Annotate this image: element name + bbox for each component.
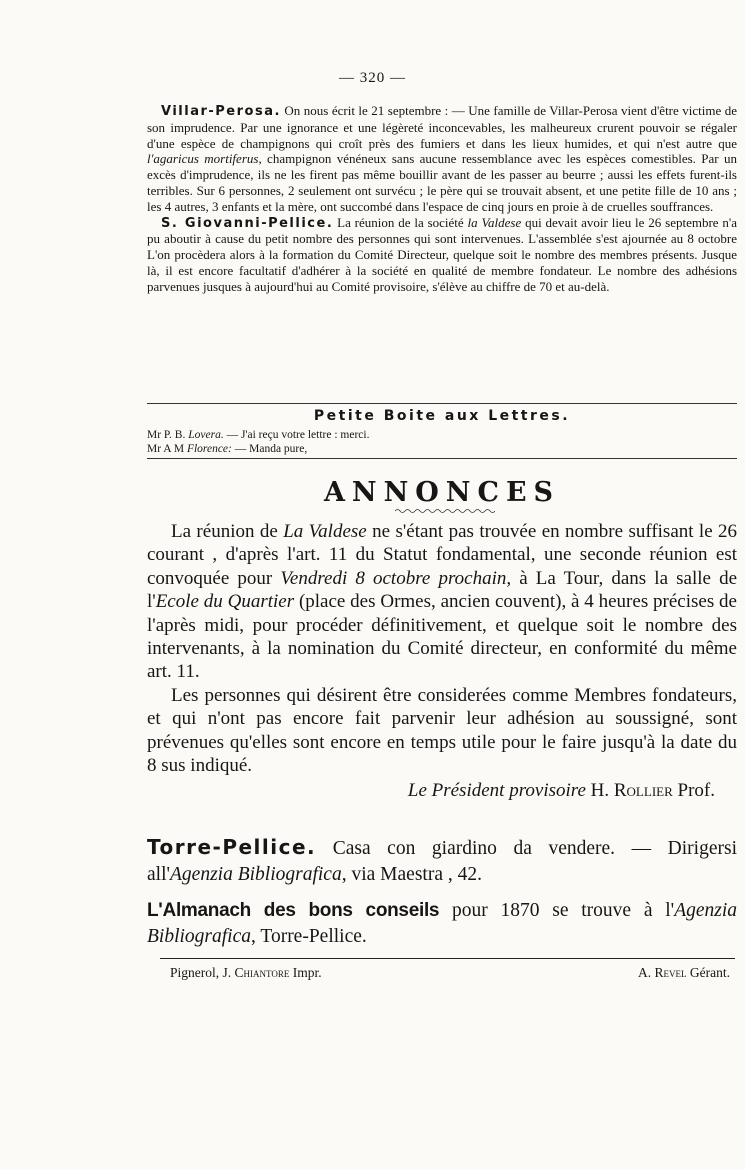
printer [170,965,322,981]
line2-name: Florence: [186,443,232,455]
news-giovanni-pellice [147,215,737,295]
annonces-paragraph-2: Les personnes qui désirent être considerées comme Membres fondateurs, et qui n'ont pas encore fait parvenir leur adhésion au soussigné, sont prévenues qu'elles sont encore en temps utile pour le faire jusqu'à la date du 8 sus indiqué. [147,684,737,777]
villar-text: On nous écrit le 21 septembre : — Une famille de Villar-Perosa vient d'être victime de son imprudence. Par une ignorance et une légèreté inconcevables, les malheureux crurent pouvoir se régaler d'une espèce de champignons qui croît près des fumiers et dans les lieux humides, et qui n'est autre que [147,103,738,151]
manager-name: Revel [654,965,687,980]
almanach-text1: pour 1870 se trouve à l' [451,900,675,921]
printer-name: Chiantore [234,965,290,980]
footer-rule [160,958,735,959]
giovanni-society: la Valdese [467,214,522,230]
manager [638,965,730,981]
line2-text: — Manda pure, [234,443,308,455]
almanach-agency: Agenzia Bibliografica [147,900,738,947]
torre-text2: , via Maestra , 42. [341,864,482,885]
letter-box-line-1 [147,428,737,442]
villar-species: l'agaricus mortiferus [147,151,259,167]
line1-name: Lovera. [188,429,224,441]
manager-b: Gérant. [689,965,730,980]
p1-school: Ecole du Quartier [155,591,295,613]
divider-rule-2 [147,458,737,459]
p1-a: La réunion de [171,521,278,542]
ad-torre-pellice [147,834,737,888]
letter-box-title: Petite Boite aux Lettres. [313,408,571,424]
wavy-ornament [395,508,495,514]
divider-rule [147,403,737,404]
almanach-title: L'Almanach des bons conseils [147,900,440,921]
giovanni-text2: qui devait avoir lieu le 26 septembre n'a pu aboutir à cause du petit nombre des personnes qui sont intervenues. L'assemblée s'est ajournée au 8 octobre L'on procèdera alors à la formation du Comité Directeur, quelque soit le nombre des membres présents. Jusque là, il est encore facultatif d'adhérer à la société en qualité de membre fondateur. Le nombre des adhésions parvenues jusques à aujourd'hui au Comité provisoire, s'élève au chiffre de 70 et au-delà. [147,214,738,294]
footer [170,965,730,981]
giovanni-text1: La réunion de la société [337,214,464,230]
printer-a: Pignerol, J. [170,965,232,980]
torre-text1: Casa con giardino da vendere. — Dirigersi all' [147,838,737,885]
villar-text2: , champignon vénéneux sans aucune ressemblance avec les espèces comestibles. Par un excès d'imprudence, ils ne les firent pas même bouillir avant de les passer au beurre ; aussi les effets furent-ils terribles. Sur 6 personnes, 2 seulement ont survécu ; le père qui se trouvait absent, et une petite fille de 10 ans ; les 4 autres, 3 enfants et la mère, ont succombé dans l'espace de cinq jours en proie à de cruelles souffrances. [147,151,737,214]
news-items [147,103,737,295]
p1-date: Vendredi 8 octobre prochain, [280,567,512,589]
manager-a: A. [638,965,652,980]
sig-title: Prof. [677,780,715,802]
villar-place: Villar-Perosa. [161,104,281,119]
sig-role: Le Président provisoire [407,780,586,802]
p1-d: (place des Ormes, ancien couvent), à 4 heures précises de l'après midi, pour procéder définitivement, et quelque soit le nombre des intervenants, à la nomination du Comité directeur, en conformité du même art. 11. [147,591,737,683]
p1-society: La Valdese [283,521,367,542]
signature [147,779,715,802]
almanach-text2: , Torre-Pellice. [251,926,367,947]
p1-c: à La Tour, dans la salle de l' [147,567,738,613]
annonces-paragraph-1 [147,520,737,684]
p1-b: ne s'étant pas trouvée en nombre suffisant le 26 courant , d'après l'art. 11 du Statut fondamental, une seconde réunion est convoquée pour [147,521,738,589]
news-villar-perosa [147,103,737,215]
ad-almanach [147,898,737,950]
annonces-title: ANNONCES [323,477,561,508]
printer-b: Impr. [292,965,322,980]
letter-box-line-2 [147,442,737,456]
torre-place: Torre-Pellice. [147,835,317,859]
annonces-body [147,520,737,802]
sig-name: Rollier [613,780,673,802]
line1-text: — J'ai reçu votre lettre : merci. [226,429,370,441]
page-number: — 320 — [339,70,406,86]
letter-box [147,408,737,456]
sig-initial: H. [590,780,610,802]
torre-agency: Agenzia Bibliografica [170,864,342,885]
line1-prefix: Mr P. B. [147,429,186,441]
giovanni-place: S. Giovanni-Pellice. [161,215,334,231]
line2-prefix: Mr A M [147,443,185,455]
